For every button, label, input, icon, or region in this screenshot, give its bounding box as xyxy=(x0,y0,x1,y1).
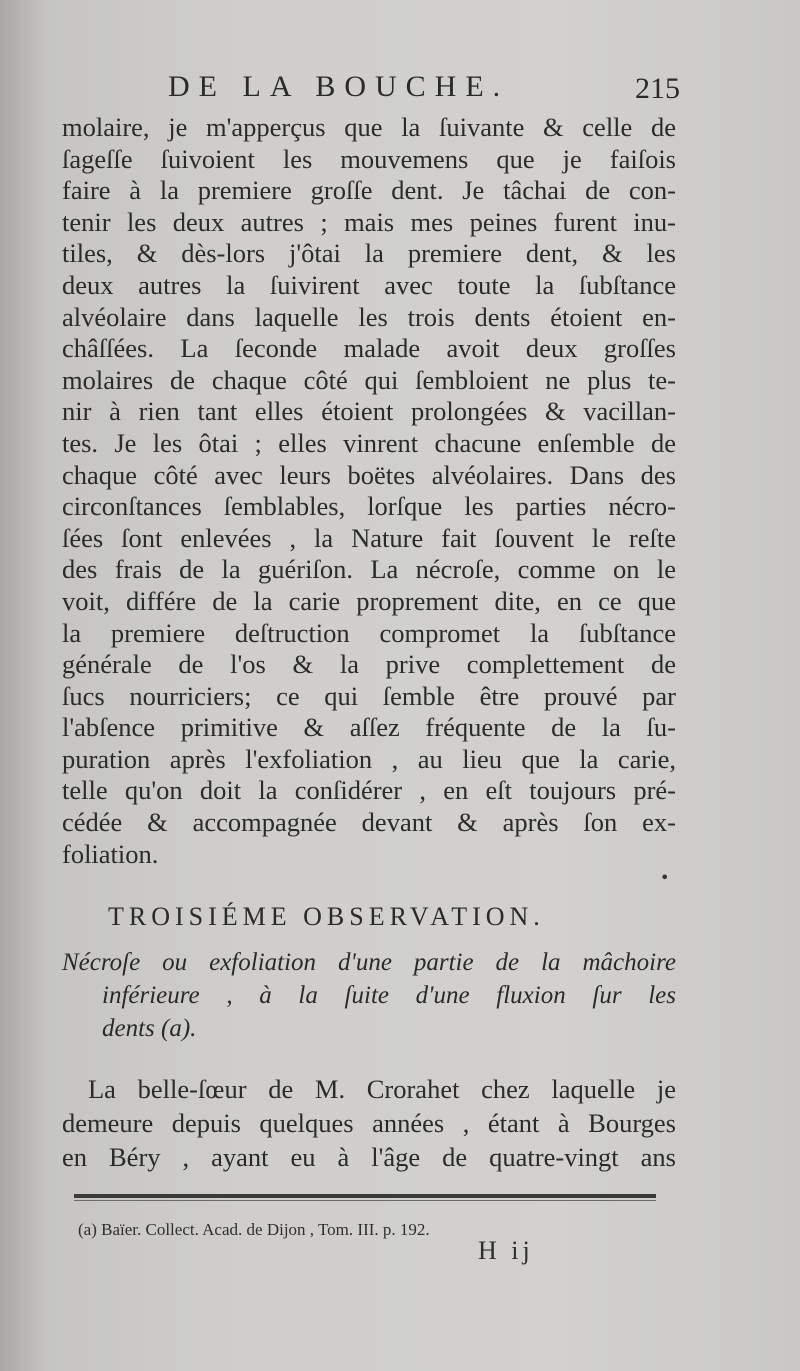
running-head: DE LA BOUCHE. xyxy=(168,70,510,103)
footnote-rule-thin xyxy=(74,1200,656,1201)
subtitle-line: Nécroſe ou exfoliation d'une partie de la mâchoire xyxy=(62,949,676,976)
text-line: tenir les deux autres ; mais mes peines furent inu- xyxy=(62,206,676,237)
text-line: molaires de chaque côté qui ſembloient ne plus te- xyxy=(62,364,676,395)
page-number: 215 xyxy=(635,72,680,105)
text-line: générale de l'os & la prive complettement de xyxy=(62,649,676,680)
ink-mark: • xyxy=(660,868,670,887)
text-line: circonſtances ſemblables, lorſque les parties nécro- xyxy=(62,491,676,522)
text-line: demeure depuis quelques années , étant à Bourges xyxy=(62,1108,676,1138)
body-paragraph xyxy=(62,112,676,870)
text-line: La belle-ſœur de M. Crorahet chez laquelle je xyxy=(88,1074,676,1104)
text-line: tiles, & dès-lors j'ôtai la premiere dent, & les xyxy=(62,238,676,269)
section-title: TROISIÉME OBSERVATION. xyxy=(108,902,545,931)
text-line: faire à la premiere groſſe dent. Je tâchai de con- xyxy=(62,175,676,206)
text-line: l'abſence primitive & aſſez fréquente de la ſu- xyxy=(62,712,676,743)
text-line: chaque côté avec leurs boëtes alvéolaires. Dans des xyxy=(62,459,676,490)
text-line: foliation. xyxy=(62,838,159,869)
text-line: cédée & accompagnée devant & après ſon ex- xyxy=(62,807,676,838)
text-line: châſſées. La ſeconde malade avoit deux groſſes xyxy=(62,333,676,364)
text-line: molaire, je m'apperçus que la ſuivante & celle de xyxy=(62,112,676,142)
text-line: ſées ſont enlevées , la Nature fait ſouvent le reſte xyxy=(62,522,676,553)
text-line: tes. Je les ôtai ; elles vinrent chacune enſemble de xyxy=(62,427,676,458)
subtitle-line: dents (a). xyxy=(102,1015,197,1042)
text-line: des frais de la guériſon. La nécroſe, comme on le xyxy=(62,554,676,585)
text-line: ſucs nourriciers; ce qui ſemble être prouvé par xyxy=(62,680,676,711)
second-paragraph xyxy=(62,1072,676,1174)
text-line: en Béry , ayant eu à l'âge de quatre-vingt ans xyxy=(62,1142,676,1172)
text-line: deux autres la ſuivirent avec toute la ſubſtance xyxy=(62,269,676,300)
footnote: (a) Baïer. Collect. Acad. de Dijon , Tom. III. p. 192. xyxy=(78,1220,430,1239)
page-header xyxy=(160,66,680,112)
signature-mark: H ij xyxy=(478,1236,534,1265)
text-line: nir à rien tant elles étoient prolongées & vacillan- xyxy=(62,396,676,427)
text-line: voit, différe de la carie proprement dite, en ce que xyxy=(62,585,676,616)
subtitle-line: inférieure , à la ſuite d'une fluxion ſur les xyxy=(102,982,676,1009)
text-line: telle qu'on doit la conſidérer , en eſt toujours pré- xyxy=(62,775,676,806)
text-line: puration après l'exfoliation , au lieu que la carie, xyxy=(62,743,676,774)
text-line: la premiere deſtruction compromet la ſubſtance xyxy=(62,617,676,648)
footnote-rule xyxy=(74,1194,656,1198)
text-line: alvéolaire dans laquelle les trois dents étoient en- xyxy=(62,301,676,332)
text-line: ſageſſe ſuivoient les mouvemens que je faiſois xyxy=(62,143,676,174)
section-subtitle xyxy=(62,946,676,1045)
